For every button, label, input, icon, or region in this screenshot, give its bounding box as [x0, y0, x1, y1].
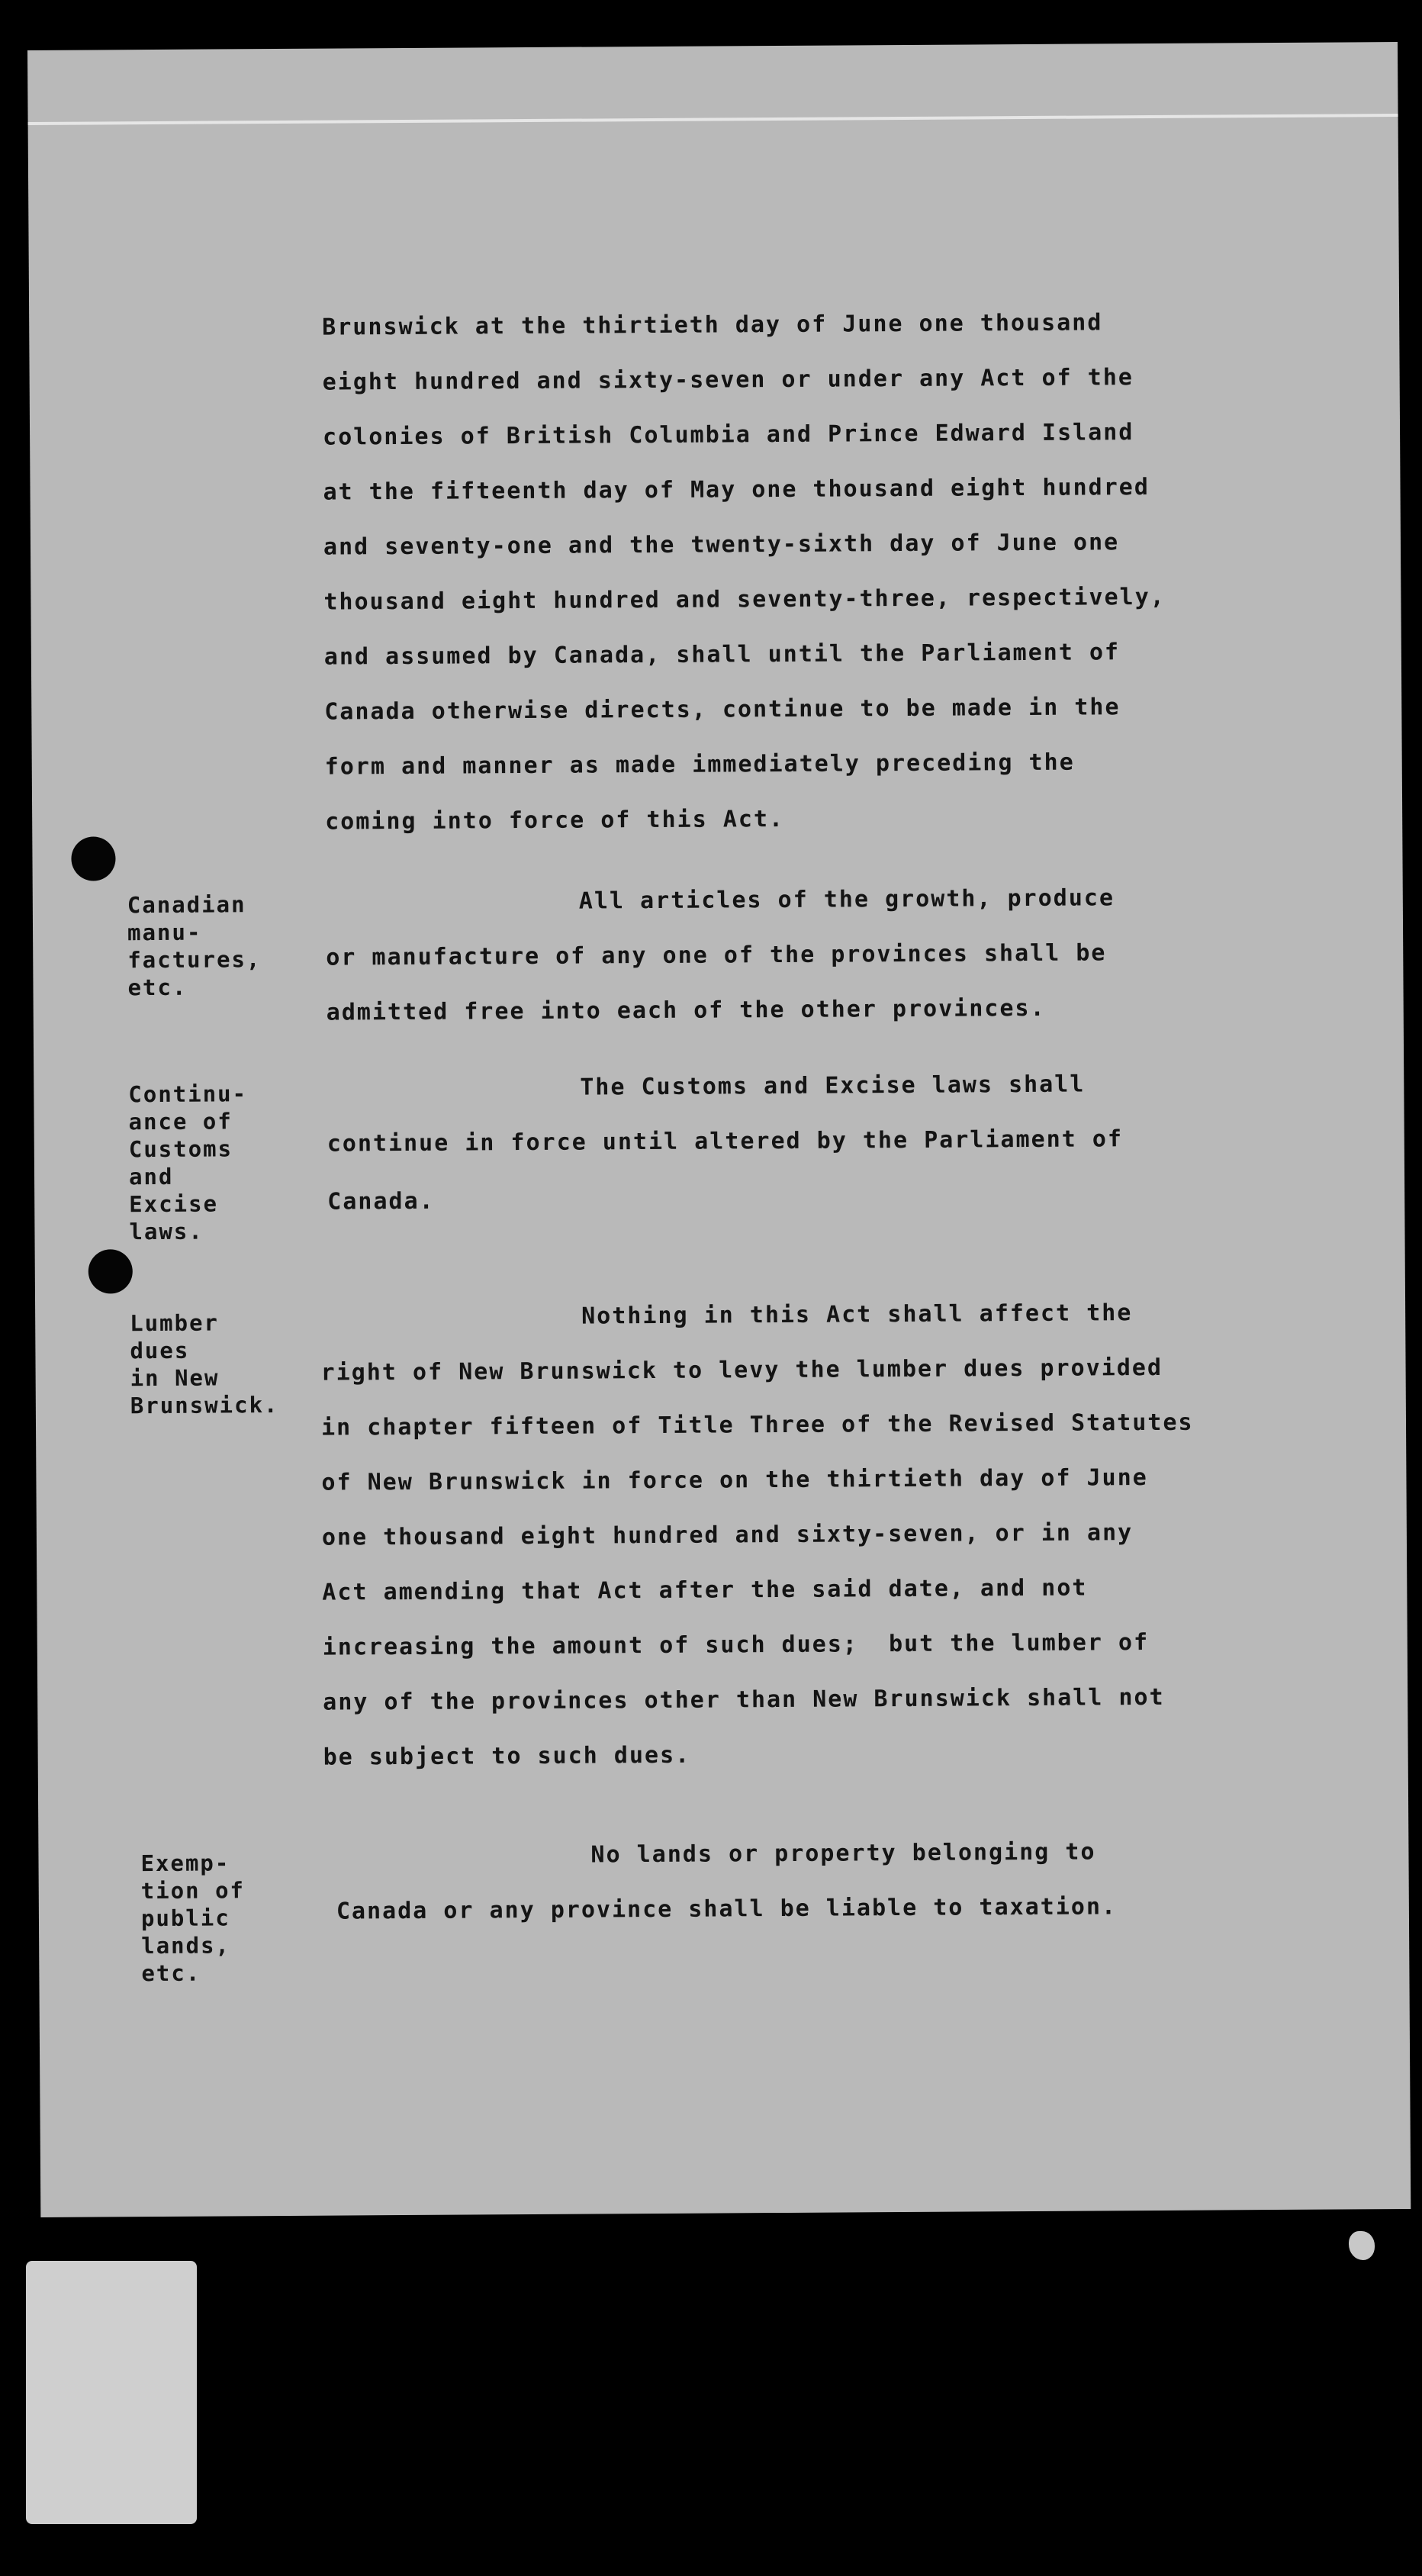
marginal-note-line: Canadian: [127, 891, 246, 919]
marginal-note-line: Exemp-: [140, 1850, 230, 1877]
marginal-note-line: in New: [130, 1364, 220, 1392]
body-line: Brunswick at the thirtieth day of June one thousand: [322, 309, 1103, 341]
body-line: any of the provinces other than New Brunswick shall not: [323, 1683, 1165, 1716]
body-line: right of New Brunswick to levy the lumber dues provided: [320, 1354, 1163, 1386]
body-line: continue in force until altered by the Parliament of: [327, 1125, 1124, 1158]
body-line: The Customs and Excise laws shall: [580, 1071, 1086, 1101]
body-line: colonies of British Columbia and Prince Edward Island: [322, 419, 1134, 451]
marginal-note-line: Lumber: [130, 1309, 220, 1337]
body-line: No lands or property belonging to: [590, 1838, 1096, 1869]
body-line: coming into force of this Act.: [325, 805, 785, 836]
marginal-note-line: factures,: [127, 946, 262, 974]
body-line: Canada otherwise directs, continue to be made in the: [324, 694, 1121, 726]
top-rule: [28, 114, 1398, 125]
body-line: All articles of the growth, produce: [578, 884, 1115, 915]
body-line: Act amending that Act after the said date, and not: [322, 1574, 1088, 1606]
body-line: thousand eight hundred and seventy-three, respectively,: [323, 583, 1166, 616]
marginal-note-line: etc.: [127, 974, 188, 1001]
body-line: be subject to such dues.: [323, 1741, 691, 1771]
marginal-note-line: laws.: [129, 1218, 204, 1245]
body-line: one thousand eight hundred and sixty-seven, or in any: [321, 1519, 1134, 1551]
body-line: Canada.: [327, 1187, 435, 1216]
marginal-note-line: Continu-: [128, 1080, 248, 1108]
body-line: Nothing in this Act shall affect the: [581, 1299, 1133, 1330]
scan-artifact: [1349, 2231, 1375, 2260]
body-line: of New Brunswick in force on the thirtieth day of June: [321, 1464, 1148, 1496]
body-line: admitted free into each of the other provinces.: [326, 994, 1046, 1026]
body-line: eight hundred and sixty-seven or under any Act of the: [322, 364, 1134, 396]
body-line: increasing the amount of such dues; but the lumber of: [322, 1629, 1150, 1661]
body-line: and assumed by Canada, shall until the Parliament of: [323, 639, 1121, 671]
document-page: [27, 42, 1411, 2217]
marginal-note-line: manu-: [127, 919, 202, 946]
marginal-note-line: and: [128, 1163, 174, 1190]
body-line: and seventy-one and the twenty-sixth day of June one: [323, 529, 1120, 561]
marginal-note-line: public: [140, 1905, 230, 1932]
body-line: Canada or any province shall be liable to taxation.: [336, 1893, 1118, 1925]
body-line: form and manner as made immediately preceding the: [324, 749, 1075, 781]
marginal-note-line: dues: [130, 1337, 190, 1364]
marginal-note-line: Excise: [129, 1190, 219, 1218]
body-line: in chapter fifteen of Title Three of the Revised Statutes: [320, 1409, 1194, 1441]
marginal-note-line: Customs: [128, 1135, 233, 1163]
marginal-note-line: tion of: [140, 1877, 246, 1905]
punch-hole: [88, 1249, 133, 1293]
marginal-note-line: ance of: [128, 1108, 233, 1135]
marginal-note-line: Brunswick.: [130, 1392, 279, 1419]
body-line: at the fifteenth day of May one thousand eight hundred: [323, 474, 1150, 506]
marginal-note-line: lands,: [141, 1932, 231, 1959]
marginal-note-line: etc.: [141, 1959, 201, 1987]
scanner-target-card: [26, 2261, 197, 2524]
body-line: or manufacture of any one of the provinces shall be: [326, 939, 1107, 971]
punch-hole: [71, 836, 115, 881]
